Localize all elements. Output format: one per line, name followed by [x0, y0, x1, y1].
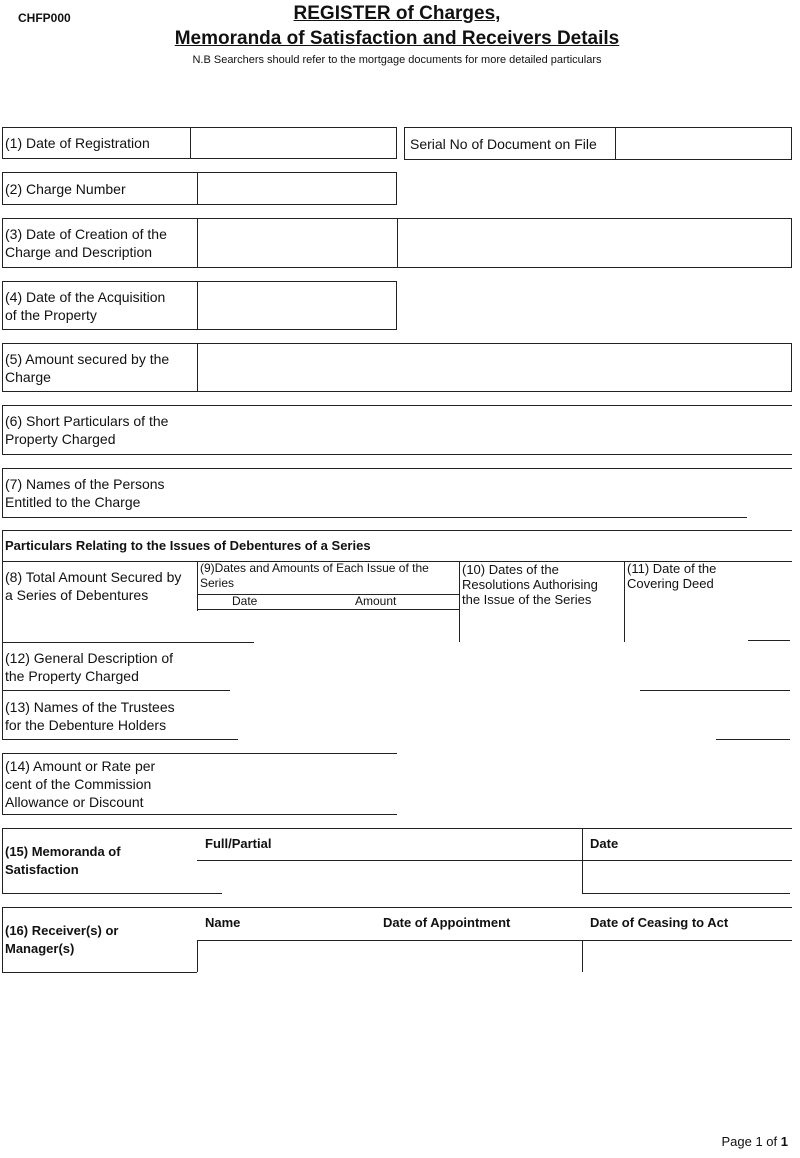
rule — [2, 454, 792, 455]
satisfaction-label: (15) Memoranda of Satisfaction — [5, 844, 121, 877]
persons-entitled-field[interactable] — [198, 469, 791, 516]
total-amount-series-label: (8) Total Amount Secured by a Series of Debentures — [5, 569, 182, 603]
page-indicator — [721, 1134, 788, 1149]
general-description-label: (12) General Description of the Property Charged — [5, 650, 174, 684]
ceasing-date-field[interactable] — [583, 941, 791, 971]
rule — [2, 814, 397, 815]
total-amount-series-field[interactable] — [3, 610, 197, 641]
creation-date-field[interactable] — [198, 219, 396, 267]
registration-date-label: (1) Date of Registration — [5, 135, 150, 151]
acquisition-date-label: (4) Date of the Acquisition of the Property — [5, 289, 166, 323]
charge-number-label: (2) Charge Number — [5, 181, 126, 197]
receiver-name-field[interactable] — [198, 941, 382, 971]
general-description-field[interactable] — [198, 643, 791, 689]
issue-date-column-header: Date — [232, 594, 258, 608]
divider — [2, 828, 3, 893]
persons-entitled-label: (7) Names of the Persons Entitled to the Charge — [5, 476, 165, 510]
charge-description-field[interactable] — [398, 219, 791, 267]
rule — [2, 530, 792, 531]
satisfaction-date-field[interactable] — [583, 861, 791, 892]
full-partial-field[interactable] — [198, 861, 581, 892]
issue-amount-column-header: Amount — [355, 594, 397, 608]
form-note: N.B Searchers should refer to the mortgage documents for more detailed particulars — [192, 54, 602, 66]
satisfaction-date-header: Date — [590, 836, 619, 851]
ceasing-date-header: Date of Ceasing to Act — [590, 915, 729, 930]
rule — [582, 893, 790, 894]
charge-number-field[interactable] — [198, 173, 396, 204]
commission-label: (14) Amount or Rate per cent of the Commission Allowance or Discount — [5, 758, 156, 810]
receivers-label: (16) Receiver(s) or Manager(s) — [5, 923, 119, 956]
rule — [2, 690, 230, 691]
divider — [2, 642, 3, 690]
registration-date-field[interactable] — [191, 128, 396, 158]
page-total: 1 — [780, 1134, 788, 1149]
divider — [2, 468, 3, 517]
form-title-line2: Memoranda of Satisfaction and Receivers Details — [174, 28, 620, 49]
form-title — [0, 2, 794, 68]
divider — [197, 561, 198, 611]
receiver-name-header: Name — [205, 915, 241, 930]
amount-secured-field[interactable] — [198, 344, 791, 391]
rule — [2, 828, 792, 829]
resolution-dates-field[interactable] — [460, 609, 623, 641]
form-code: CHFP000 — [18, 11, 71, 25]
issue-dates-amounts-label: (9)Dates and Amounts of Each Issue of the Series — [200, 561, 429, 590]
commission-field[interactable] — [198, 754, 396, 813]
covering-deed-date-label: (11) Date of the Covering Deed — [627, 561, 717, 591]
trustees-label: (13) Names of the Trustees for the Debenture Holders — [5, 699, 175, 733]
short-particulars-label: (6) Short Particulars of the Property Charged — [5, 413, 169, 447]
creation-date-label: (3) Date of Creation of the Charge and Description — [5, 226, 167, 260]
full-partial-header: Full/Partial — [205, 836, 272, 851]
page-prefix: Page 1 of — [721, 1134, 781, 1149]
serial-number-label: Serial No of Document on File — [410, 136, 597, 152]
acquisition-date-field[interactable] — [198, 282, 396, 329]
rule — [2, 739, 238, 740]
amount-secured-label: (5) Amount secured by the Charge — [5, 351, 170, 385]
form-title-line1: REGISTER of Charges, — [293, 3, 501, 24]
trustees-field[interactable] — [198, 691, 791, 738]
divider — [2, 907, 3, 972]
rule — [2, 517, 747, 518]
debentures-heading: Particulars Relating to the Issues of Debentures of a Series — [5, 538, 371, 553]
appointment-date-field[interactable] — [383, 941, 581, 971]
divider — [2, 753, 3, 814]
divider — [2, 405, 3, 454]
short-particulars-field[interactable] — [198, 406, 791, 453]
resolution-dates-label: (10) Dates of the Resolutions Authorising the Issue of the Series — [462, 562, 598, 607]
serial-number-field[interactable] — [616, 128, 791, 159]
rule — [716, 739, 790, 740]
divider — [2, 690, 3, 739]
rule — [2, 907, 792, 908]
rule — [2, 972, 197, 973]
appointment-date-header: Date of Appointment — [383, 915, 511, 930]
rule — [2, 893, 222, 894]
issue-dates-amounts-field[interactable] — [198, 610, 458, 641]
covering-deed-date-field[interactable] — [625, 609, 791, 641]
